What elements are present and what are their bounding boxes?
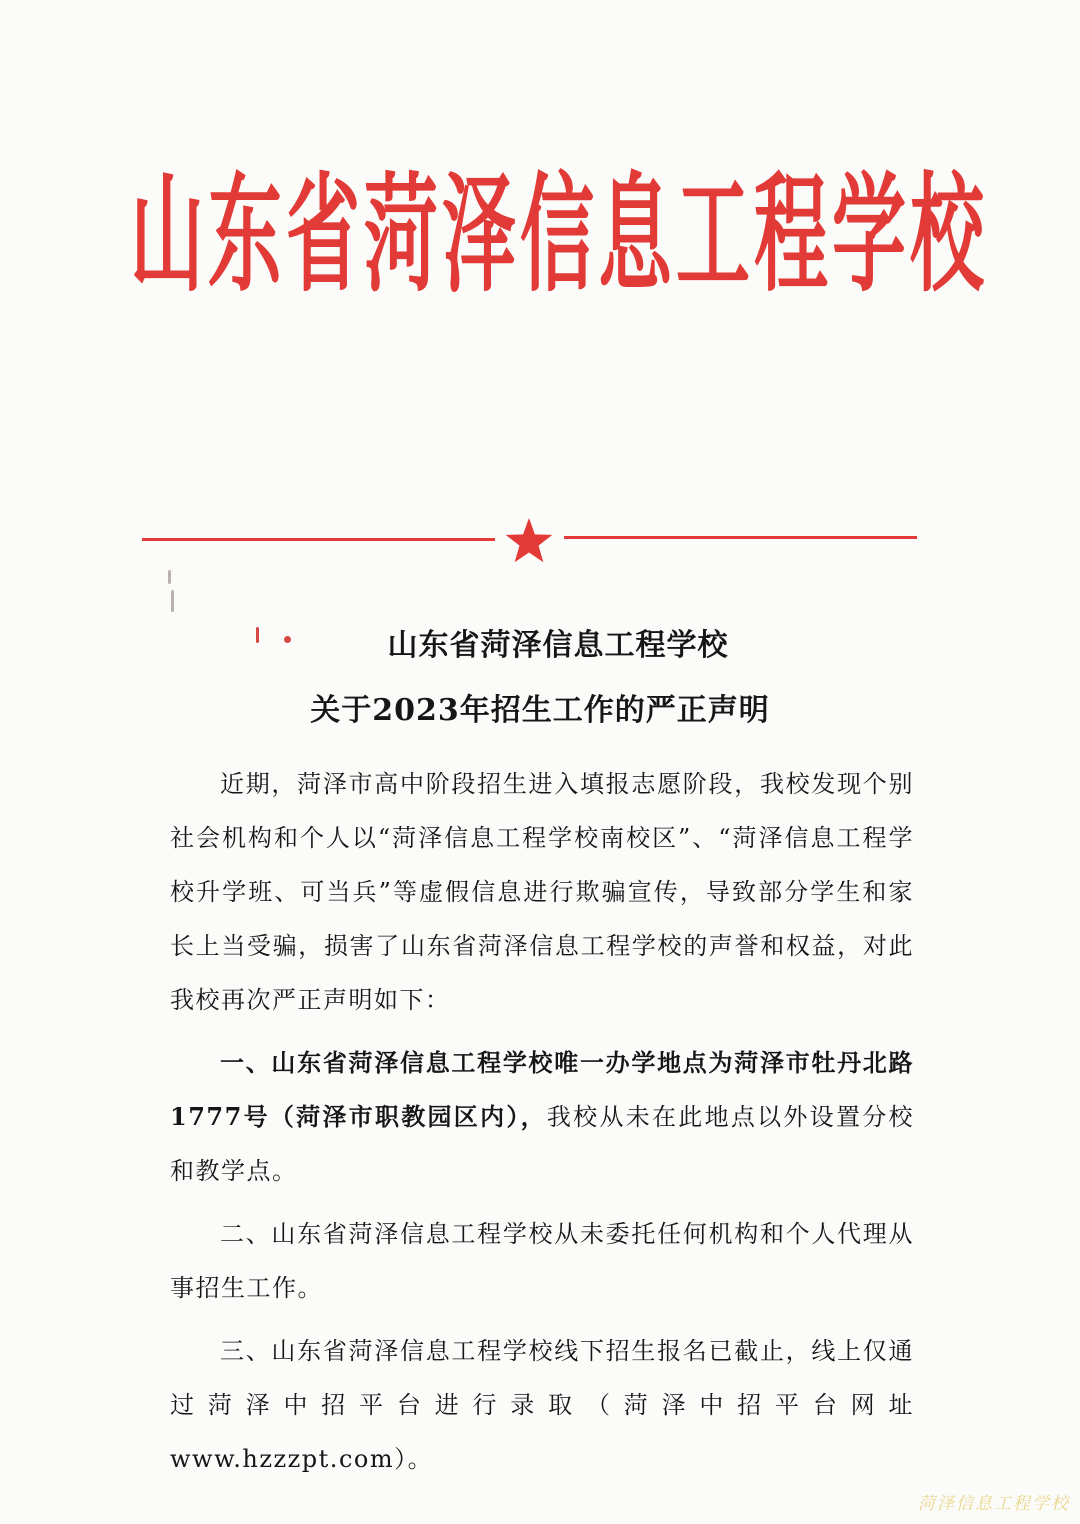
red-rule-right xyxy=(564,536,917,539)
item-1-text: 我校从未在此地点以外设置分校和教学点。 xyxy=(170,1103,915,1185)
intro-paragraph: 近期，菏泽市高中阶段招生进入填报志愿阶段，我校发现个别社会机构和个人以“菏泽信息工程学校南校区”、“菏泽信息工程学校升学班、可当兵”等虚假信息进行欺骗宣传，导致部分学生和家长上当受骗，损害了山东省菏泽信息工程学校的声誉和权益，对此我校再次严正声明如下： xyxy=(170,770,914,1014)
red-divider xyxy=(140,517,920,563)
document-body xyxy=(170,757,914,1495)
item-3-paragraph: 三、山东省菏泽信息工程学校线下招生报名已截止，线上仅通过菏泽中招平台进行录取（菏泽中招平台网址 www.hzzzpt.com）。 xyxy=(170,1337,914,1473)
letterhead-title: 山东省菏泽信息工程学校 xyxy=(130,161,988,310)
item-2-paragraph: 二、山东省菏泽信息工程学校从未委托任何机构和个人代理从事招生工作。 xyxy=(170,1220,914,1302)
item-1-emphasis: 一、山东省菏泽信息工程学校唯一办学地点为菏泽市牡丹北路1777号（菏泽市职教园区内）， xyxy=(170,1048,914,1131)
document-title-line-2: 关于2023年招生工作的严正声明 xyxy=(310,693,770,728)
scan-mark xyxy=(168,570,171,584)
item-1-paragraph xyxy=(170,1036,914,1198)
document-title-line-1: 山东省菏泽信息工程学校 xyxy=(387,628,729,663)
scan-mark xyxy=(171,590,174,612)
watermark-text: 菏泽信息工程学校 xyxy=(918,1494,1070,1514)
red-star-icon xyxy=(504,517,554,563)
red-rule-left xyxy=(142,538,495,541)
